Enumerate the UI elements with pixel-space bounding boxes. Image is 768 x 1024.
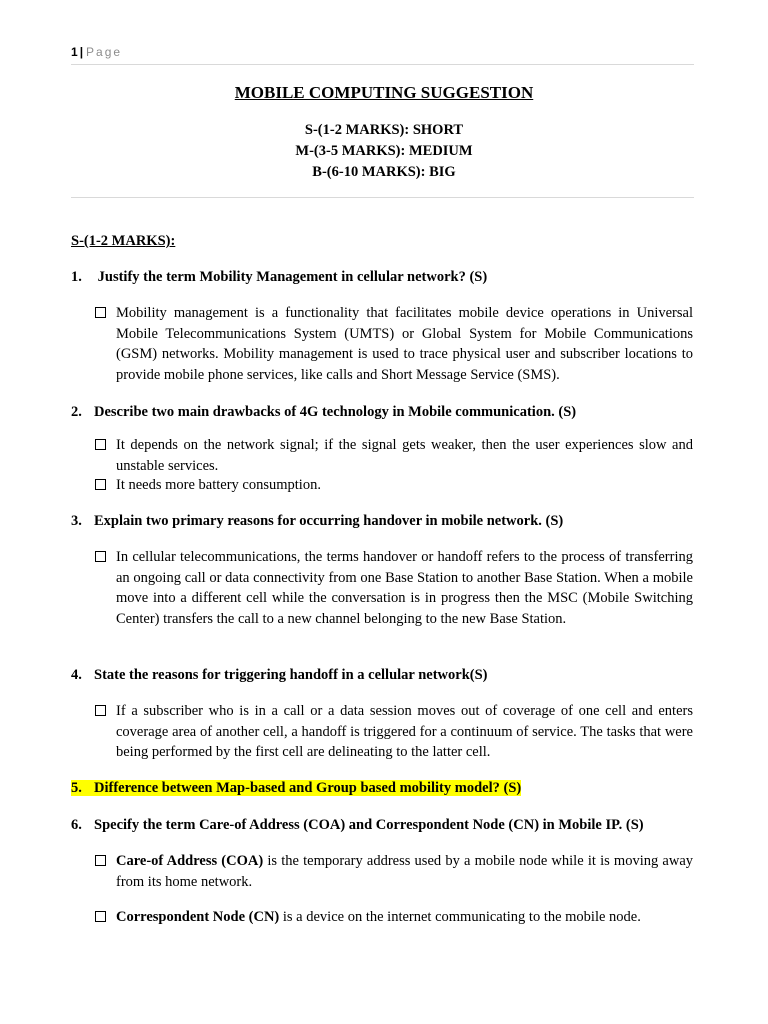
answer-6-1 xyxy=(95,851,693,892)
answer-text: In cellular telecommunications, the terms handover or handoff refers to the process of transferring an ongoing call or data connectivity from one Base Station to another Base Station. When a mobile move into a different cell while the conversation is in progress then the MSC (Mobile Switching Center) transfers the call to a new channel belonging to the new Base Station. xyxy=(116,549,693,627)
answer-definition: is the temporary address used by a mobile node while it is moving away from its home network. xyxy=(116,853,694,890)
checkbox-bullet-icon xyxy=(95,551,106,562)
highlighted-question xyxy=(71,780,521,796)
answer-text: If a subscriber who is in a call or a data session moves out of coverage of one cell and enters coverage area of another cell, a handoff is triggered for a continuum of service. The tasks that were being performed by the first cell are delineating to the latter cell. xyxy=(116,703,693,761)
question-number: 5. xyxy=(71,780,82,796)
question-6 xyxy=(71,815,694,835)
answer-term: Correspondent Node (CN) xyxy=(116,909,280,925)
answer-1-1 xyxy=(95,303,693,385)
checkbox-bullet-icon xyxy=(95,439,106,450)
page-number: 1 xyxy=(71,45,78,59)
question-number: 1. xyxy=(71,269,82,285)
question-number: 4. xyxy=(71,667,82,683)
question-2 xyxy=(71,402,694,422)
answer-2-2 xyxy=(95,475,693,496)
question-number: 2. xyxy=(71,404,82,420)
question-text: Difference between Map-based and Group based mobility model? (S) xyxy=(94,780,522,796)
question-text: Explain two primary reasons for occurring handover in mobile network. (S) xyxy=(94,513,564,529)
answer-3-1 xyxy=(95,547,693,629)
question-3 xyxy=(71,511,694,531)
legend-big: B-(6-10 MARKS): BIG xyxy=(312,164,456,180)
answer-6-2 xyxy=(95,907,693,928)
answer-text xyxy=(116,907,693,928)
page-separator: | xyxy=(79,45,84,59)
checkbox-bullet-icon xyxy=(95,911,106,922)
marks-legend xyxy=(0,120,768,183)
answer-definition: is a device on the internet communicating to the mobile node. xyxy=(279,909,641,925)
answer-2-1 xyxy=(95,435,693,476)
answer-text: Mobility management is a functionality that facilitates mobile device operations in Universal Mobile Telecommunications System (UMTS) or Global System for Mobile Communications (GSM) networks. Mobility management is used to trace physical user and subscriber locations to provide mobile phone services, like calls and Short Message Service (SMS). xyxy=(116,305,693,383)
page-label: Page xyxy=(86,45,123,59)
document-title: MOBILE COMPUTING SUGGESTION xyxy=(234,83,534,102)
answer-text: It needs more battery consumption. xyxy=(116,477,321,493)
checkbox-bullet-icon xyxy=(95,855,106,866)
answer-text: It depends on the network signal; if the signal gets weaker, then the user experiences slow and unstable services. xyxy=(116,437,693,474)
question-text: State the reasons for triggering handoff in a cellular network(S) xyxy=(94,667,488,683)
legend-short: S-(1-2 MARKS): SHORT xyxy=(304,122,464,138)
section-heading: S-(1-2 MARKS): xyxy=(71,233,176,249)
question-1 xyxy=(71,267,694,287)
question-text: Describe two main drawbacks of 4G technology in Mobile communication. (S) xyxy=(94,404,577,420)
question-5 xyxy=(71,778,694,798)
answer-term: Care-of Address (COA) xyxy=(116,853,264,869)
answer-text xyxy=(116,851,693,892)
question-number: 6. xyxy=(71,817,82,833)
checkbox-bullet-icon xyxy=(95,307,106,318)
legend-medium: M-(3-5 MARKS): MEDIUM xyxy=(295,143,473,159)
answer-4-1 xyxy=(95,701,693,763)
checkbox-bullet-icon xyxy=(95,705,106,716)
question-4 xyxy=(71,665,694,685)
question-number: 3. xyxy=(71,513,82,529)
checkbox-bullet-icon xyxy=(95,479,106,490)
page-header xyxy=(71,45,694,65)
divider xyxy=(71,197,694,198)
question-text: Justify the term Mobility Management in cellular network? (S) xyxy=(94,269,488,285)
question-text: Specify the term Care-of Address (COA) and Correspondent Node (CN) in Mobile IP. (S) xyxy=(94,817,644,833)
